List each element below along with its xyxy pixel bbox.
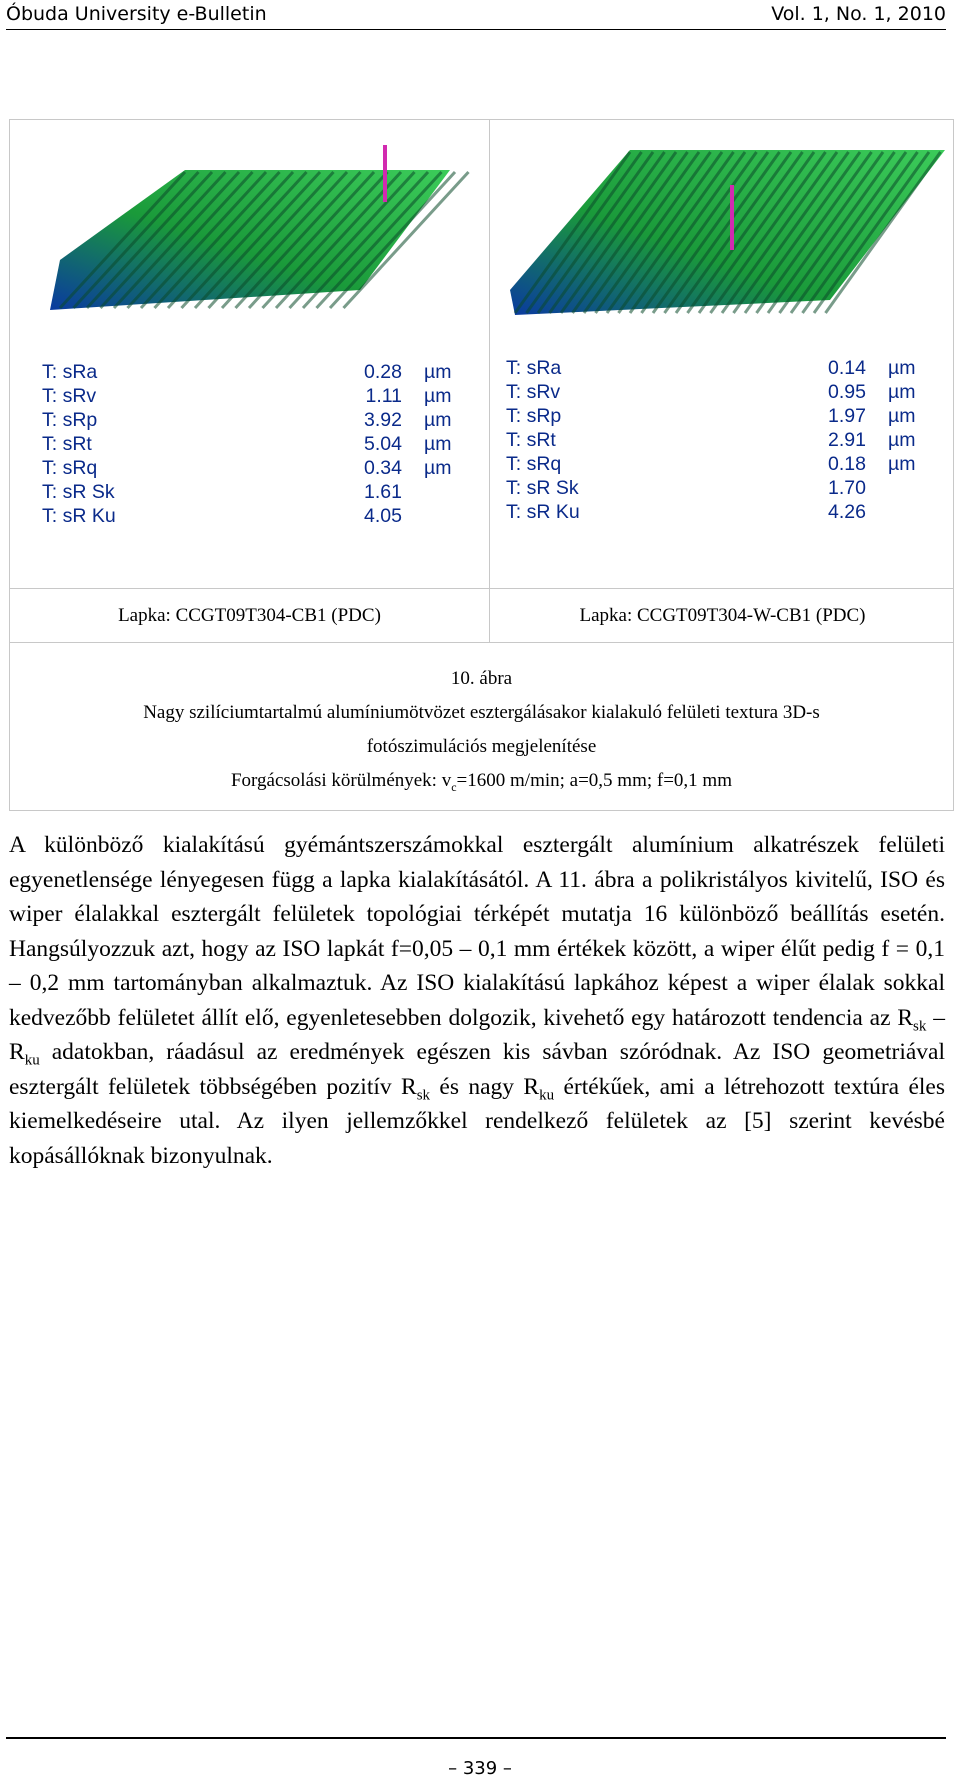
insert-label-right: Lapka: CCGT09T304-W-CB1 (PDC) [579, 605, 866, 626]
parameters-right [506, 356, 938, 524]
caption-line-2: fotószimulációs megjelenítése [366, 736, 597, 757]
insert-label-left: Lapka: CCGT09T304-CB1 (PDC) [118, 605, 381, 626]
journal-title: Óbuda University e-Bulletin [6, 3, 267, 25]
param-row: T: sRp 3.92 µm [42, 409, 452, 431]
surface-3d-right [500, 120, 950, 330]
param-row: T: sRp 1.97 µm [506, 405, 916, 427]
figure-table [9, 119, 954, 811]
param-row: T: sRv 0.95 µm [506, 381, 916, 403]
caption-line-1: Nagy szilíciumtartalmú alumíniumötvözet esztergálásakor kialakuló felületi textura 3D-s [143, 702, 820, 723]
param-row: T: sR Ku 4.26 [506, 501, 866, 523]
param-row: T: sRq 0.18 µm [506, 453, 916, 475]
param-row: T: sRa 0.28 µm [42, 361, 452, 383]
footer-rule [6, 1737, 946, 1739]
parameters-left [42, 360, 474, 528]
param-row: T: sRt 2.91 µm [506, 429, 916, 451]
body-paragraph: A különböző kialakítású gyémántszerszámokkal esztergált alumínium alkatrészek felületi egyenetlensége lényegesen függ a lapka kialakításától. A 11. ábra a polikristályos kivitelű, ISO és wiper élalakkal esztergált felületek topológiai térképét mutatja 16 különböző beállítás esetén. Hangsúlyozzuk azt, hogy az ISO lapkát f=0,05 – 0,1 mm értékek között, a wiper élűt pedig f = 0,1 – 0,2 mm tartományban alkalmaztuk. Az ISO kialakítású lapkához képest a wiper élalak sokkal kedvezőbb felületet állít elő, egyenletesebben dolgozik, kivehető egy határozott tendencia az $R_{sk} - R_{ku}$ adatokban, ráadásul az eredmények egészen kis sávban szóródnak. Az ISO geometriával esztergált felületek többségében pozitív $R_{sk}$ és nagy $R_{ku}$ értékűek, ami a létrehozott textúra éles kiemelkedéseire utal. Az ilyen jellemzőkkel rendelkező felületek az [5] szerint kevésbé kopásállóknak bizonyulnak. [9, 832, 946, 1169]
param-row: T: sRt 5.04 µm [42, 433, 452, 455]
page-header [6, 0, 946, 30]
volume-info: Vol. 1, No. 1, 2010 [771, 3, 946, 25]
figure-number: 10. ábra [450, 668, 513, 689]
param-row: T: sRa 0.14 µm [506, 357, 916, 379]
figure-caption [10, 662, 953, 804]
param-row: T: sR Ku 4.05 [42, 505, 402, 527]
param-row: T: sRq 0.34 µm [42, 457, 452, 479]
param-row: T: sR Sk 1.61 [42, 481, 402, 503]
cutting-conditions: Forgácsolási körülmények: $v_c=1600$ m/min; a=0,5 mm; f=0,1 mm [230, 770, 732, 794]
page-number: – 339 – [448, 1758, 512, 1779]
param-row: T: sRv 1.11 µm [42, 385, 452, 407]
surface-3d-left [30, 140, 470, 320]
param-row: T: sR Sk 1.70 [506, 477, 866, 499]
